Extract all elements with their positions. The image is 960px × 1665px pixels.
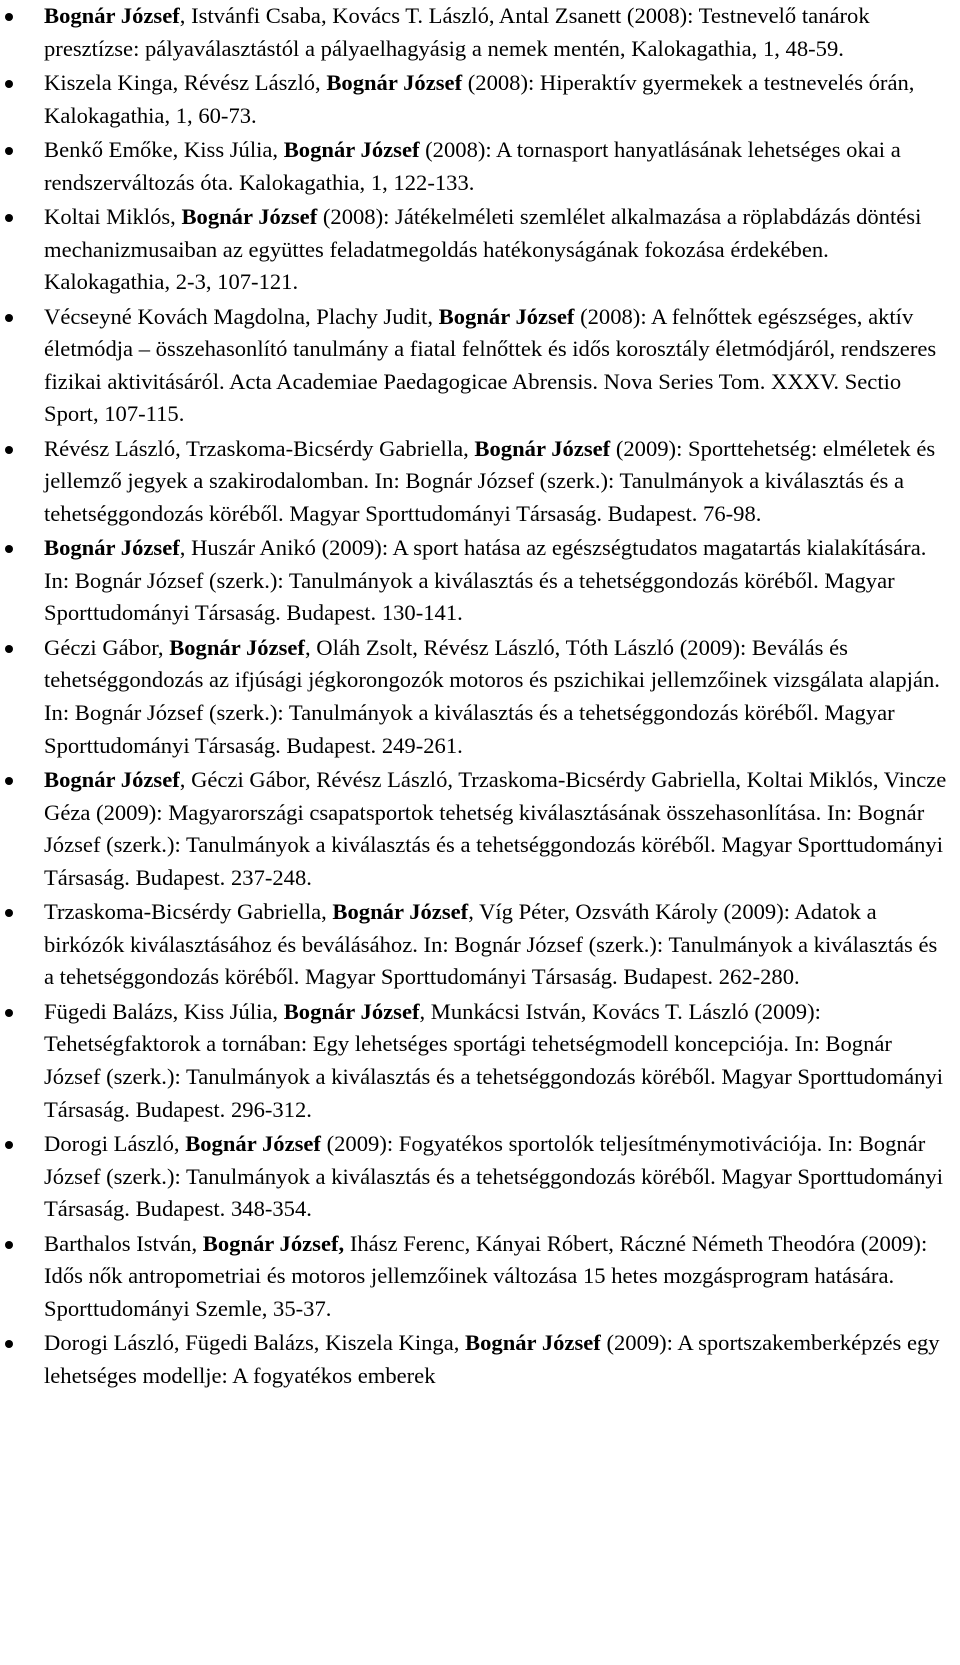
bullet-icon [5, 1141, 13, 1149]
reference-item [44, 632, 952, 762]
ref-author-highlight: Bognár József [332, 899, 469, 925]
bullet-icon [5, 1241, 13, 1249]
ref-author-highlight: Bognár József [474, 435, 611, 461]
ref-prefix: Dorogi László, [44, 1130, 186, 1156]
ref-suffix: (2008): A felnőttek egészséges, aktív életmódja – összehasonlító tanulmány a fiatal felnőttek és idős korosztály életmódjáról, rendszeres fizikai aktivitásáról. Acta Academiae Paedagogicae Abrensis. Nova Series Tom. XXXV. Sectio Sport, 107-115. [44, 303, 937, 427]
reference-item [44, 1128, 952, 1226]
ref-author-highlight: Bognár József [44, 3, 180, 28]
reference-list [44, 0, 952, 1394]
ref-suffix: (2008): A tornasport hanyatlásának lehetséges okai a rendszerváltozás óta. Kalokagathia, 1, 122-133. [44, 136, 901, 195]
bullet-icon [5, 214, 13, 222]
reference-item [44, 134, 952, 199]
ref-prefix: Vécseyné Kovách Magdolna, Plachy Judit, [44, 303, 439, 329]
ref-prefix: Benkő Emőke, Kiss Júlia, [44, 136, 284, 162]
reference-item [44, 1228, 952, 1326]
ref-prefix: Kiszela Kinga, Révész László, [44, 69, 327, 95]
reference-item [44, 201, 952, 299]
ref-suffix: , Munkácsi István, Kovács T. László (2009): Tehetségfaktorok a tornában: Egy lehetséges sportági tehetségmodell koncepciója. In: Bognár József (szerk.): Tanulmányok a kiválasztás és a tehetséggondozás köréből. Magyar Sporttudományi Társaság. Budapest. 296-312. [44, 998, 943, 1122]
ref-author-highlight: Bognár József [283, 136, 420, 162]
ref-suffix: (2008): Hiperaktív gyermekek a testnevelés órán, Kalokagathia, 1, 60-73. [44, 69, 915, 128]
ref-suffix: (2009): Fogyatékos sportolók teljesítménymotivációja. In: Bognár József (szerk.): Tanulmányok a kiválasztás és a tehetséggondozás köréből. Magyar Sporttudományi Társaság. Budapest. 348-354. [44, 1130, 943, 1222]
ref-prefix: Dorogi László, Fügedi Balázs, Kiszela Kinga, [44, 1330, 466, 1356]
ref-author-highlight: Bognár József [283, 998, 420, 1024]
ref-author-highlight: Bognár József [326, 69, 463, 95]
bullet-icon [5, 80, 13, 88]
ref-prefix: Barthalos István, [44, 1230, 203, 1256]
ref-prefix: Trzaskoma-Bicsérdy Gabriella, [44, 899, 333, 925]
ref-suffix: , Géczi Gábor, Révész László, Trzaskoma-Bicsérdy Gabriella, Koltai Miklós, Vincze Géza (2009): Magyarországi csapatsportok tehetség kiválasztásának összehasonlítása. In: Bognár József (szerk.): Tanulmányok a kiválasztás és a tehetséggondozás köréből. Magyar Sporttudományi Társaság. Budapest. 237-248. [44, 767, 947, 890]
bullet-icon [5, 777, 13, 785]
ref-author-highlight: Bognár József [465, 1330, 601, 1356]
reference-item [44, 532, 952, 630]
reference-item [44, 896, 952, 994]
bullet-icon [5, 446, 13, 454]
reference-item [44, 0, 952, 65]
ref-suffix: (2009): A sportszakemberképzés egy lehetséges modellje: A fogyatékos emberek [44, 1330, 940, 1388]
reference-item [44, 433, 952, 531]
ref-suffix: , Víg Péter, Ozsváth Károly (2009): Adatok a birkózók kiválasztásához és beválásához. In: Bognár József (szerk.): Tanulmányok a kiválasztás és a tehetséggondozás köréből. Magyar Sporttudományi Társaság. Budapest. 262-280. [44, 899, 938, 990]
ref-author-highlight: Bognár József [44, 767, 180, 793]
ref-prefix: Koltai Miklós, [44, 203, 182, 229]
ref-suffix: (2008): Játékelméleti szemlélet alkalmazása a röplabdázás döntési mechanizmusaiban az együttes feladatmegoldás hatékonyságának fokozása érdekében. Kalokagathia, 2-3, 107-121. [44, 203, 922, 295]
reference-item [44, 996, 952, 1126]
ref-prefix: Révész László, Trzaskoma-Bicsérdy Gabriella, [44, 435, 475, 461]
bullet-icon [5, 909, 13, 917]
bullet-icon [5, 1009, 13, 1017]
ref-suffix: , Istvánfi Csaba, Kovács T. László, Antal Zsanett (2008): Testnevelő tanárok presztízse: pályaválasztástól a pályaelhagyásig a nemek mentén, Kalokagathia, 1, 48-59. [44, 3, 870, 61]
ref-prefix: Fügedi Balázs, Kiss Júlia, [44, 998, 284, 1024]
ref-suffix: , Oláh Zsolt, Révész László, Tóth László (2009): Beválás és tehetséggondozás az ifjúsági jégkorongozók motoros és pszichikai jellemzőinek vizsgálata alapján. In: Bognár József (szerk.): Tanulmányok a kiválasztás és a tehetséggondozás köréből. Magyar Sporttudományi Társaság. Budapest. 249-261. [44, 634, 940, 758]
reference-item [44, 1327, 952, 1392]
bullet-icon [5, 147, 13, 155]
ref-suffix: , Huszár Anikó (2009): A sport hatása az egészségtudatos magatartás kialakítására. In: Bognár József (szerk.): Tanulmányok a kiválasztás és a tehetséggondozás köréből. Magyar Sporttudományi Társaság. Budapest. 130-141. [44, 535, 927, 626]
ref-author-highlight: Bognár József [181, 203, 318, 229]
reference-item [44, 67, 952, 132]
ref-author-highlight: Bognár József [44, 535, 180, 561]
bullet-icon [5, 545, 13, 553]
ref-author-highlight: Bognár József, [202, 1230, 345, 1256]
reference-item [44, 764, 952, 894]
reference-item [44, 301, 952, 431]
ref-suffix: Ihász Ferenc, Kányai Róbert, Ráczné Németh Theodóra (2009): Idős nők antropometriai és motoros jellemzőinek változása 15 hetes mozgásprogram hatására. Sporttudományi Szemle, 35-37. [44, 1230, 928, 1321]
ref-suffix: (2009): Sporttehetség: elméletek és jellemző jegyek a szakirodalomban. In: Bognár József (szerk.): Tanulmányok a kiválasztás és a tehetséggondozás köréből. Magyar Sporttudományi Társaság. Budapest. 76-98. [44, 435, 936, 526]
bullet-icon [5, 13, 13, 21]
ref-author-highlight: Bognár József [438, 303, 575, 329]
bullet-icon [5, 1340, 13, 1348]
bullet-icon [5, 314, 13, 322]
ref-author-highlight: Bognár József [169, 634, 305, 660]
ref-author-highlight: Bognár József [185, 1130, 321, 1156]
bullet-icon [5, 645, 13, 653]
ref-prefix: Géczi Gábor, [44, 634, 170, 660]
